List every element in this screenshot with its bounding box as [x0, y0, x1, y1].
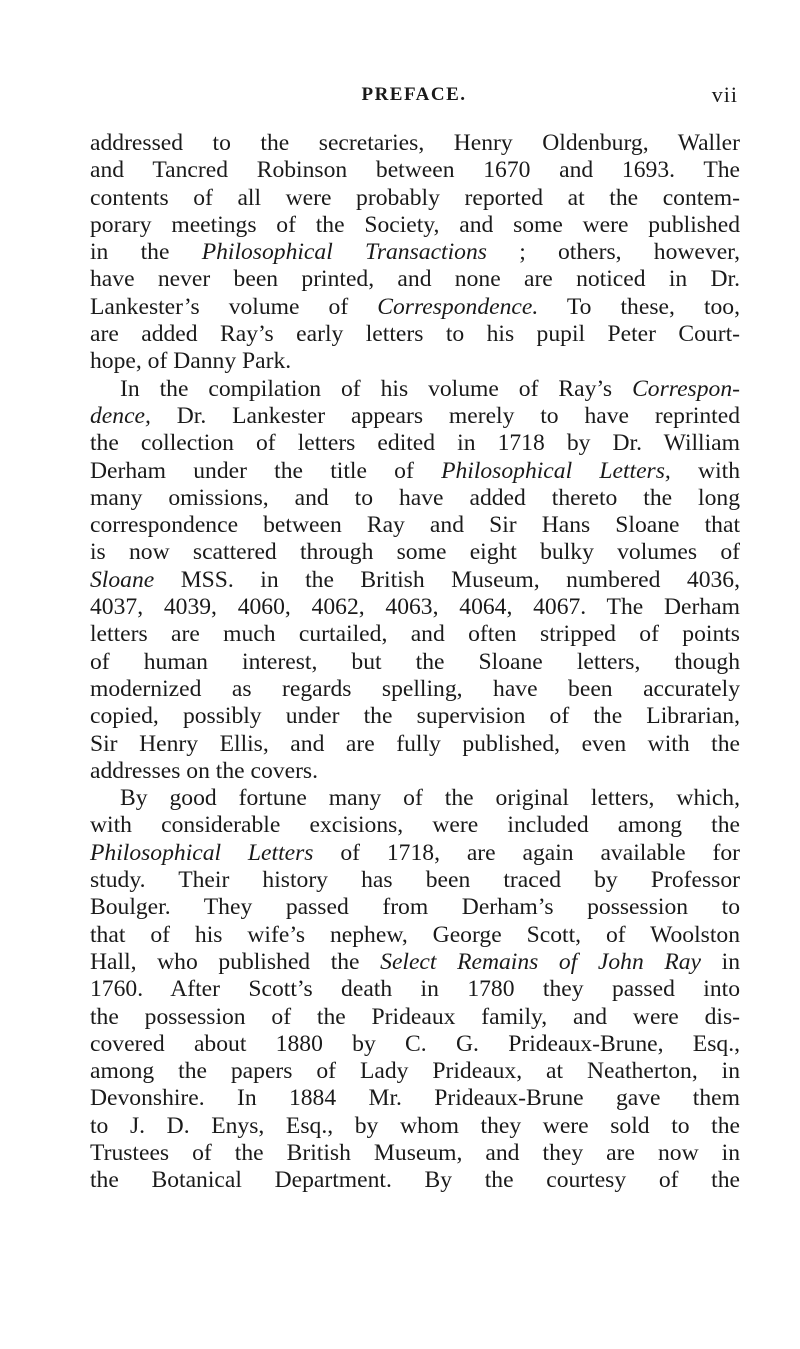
text-segment: copied, possibly under the supervision of the Librarian, [90, 703, 740, 730]
text-line [90, 321, 740, 348]
text-segment: ; others, however, [486, 239, 740, 266]
text-line [90, 621, 740, 648]
text-line [90, 294, 740, 321]
text-segment: To these, too, [538, 293, 740, 320]
text-line [90, 894, 740, 921]
text-line [90, 976, 740, 1003]
text-segment: Trustees of the British Museum, and they are now in [90, 1139, 740, 1166]
text-segment: Dr. Lankester appears merely to have reprinted [150, 402, 740, 429]
text-line [90, 649, 740, 676]
text-segment: that of his wife’s nephew, George Scott, of Woolston [90, 921, 740, 948]
text-segment: of 1718, are again available for [313, 839, 740, 866]
text-line [90, 731, 740, 758]
text-segment: to J. D. Enys, Esq., by whom they were sold to the [90, 1112, 740, 1139]
italic-text: Correspon- [632, 375, 740, 402]
text-segment: Lankester’s volume of [90, 293, 378, 320]
text-segment: many omissions, and to have added thereto the long [90, 484, 740, 511]
italic-text: Sloane [90, 566, 155, 593]
text-segment: letters are much curtailed, and often stripped of points [90, 621, 740, 648]
text-segment: Hall, who published the [90, 948, 381, 975]
text-segment: are added Ray’s early letters to his pupil Peter Court- [90, 321, 740, 348]
text-line [90, 212, 740, 239]
page-number: vii [711, 82, 738, 107]
text-segment: study. Their history has been traced by Professor [90, 867, 740, 894]
text-segment: hope, of Danny Park. [90, 348, 292, 375]
text-line [90, 1113, 740, 1140]
text-line [90, 266, 740, 293]
italic-text: Select Remains of John Ray [380, 948, 702, 975]
text-segment: Boulger. They passed from Derham’s possession to [90, 894, 740, 921]
italic-text: Correspondence. [377, 293, 539, 320]
text-line [90, 239, 740, 266]
text-line [90, 157, 740, 184]
text-segment: addressed to the secretaries, Henry Oldenburg, Waller [90, 130, 740, 156]
text-segment: in the [90, 239, 202, 266]
text-line [90, 949, 740, 976]
text-line [90, 1031, 740, 1058]
text-segment: of human interest, but the Sloane letters, though [90, 648, 740, 675]
text-segment: correspondence between Ray and Sir Hans Sloane that [90, 512, 740, 539]
text-segment: addresses on the covers. [90, 757, 318, 784]
text-segment: among the papers of Lady Prideaux, at Neatherton, in [90, 1058, 740, 1085]
text-line [90, 185, 740, 212]
text-line [90, 812, 740, 839]
text-line [90, 567, 740, 594]
text-line [90, 348, 740, 375]
italic-text: Philosophical Letters [90, 839, 314, 866]
text-segment: Sir Henry Ellis, and are fully published, even with the [90, 730, 740, 757]
text-line [90, 922, 740, 949]
text-segment: Derham under the title of [90, 457, 442, 484]
text-segment: porary meetings of the Society, and some were published [90, 211, 740, 238]
running-title: PREFACE. [361, 84, 467, 105]
text-line [90, 539, 740, 566]
text-line [90, 403, 740, 430]
text-segment: is now scattered through some eight bulky volumes of [90, 539, 740, 566]
text-segment: have never been printed, and none are noticed in Dr. [90, 266, 740, 293]
text-line [90, 840, 740, 867]
text-segment: Devonshire. In 1884 Mr. Prideaux-Brune gave them [90, 1085, 740, 1112]
text-segment: contents of all were probably reported at the contem- [90, 184, 740, 211]
text-line [90, 1085, 740, 1112]
text-segment: with [670, 457, 740, 484]
text-line [90, 1004, 740, 1031]
text-segment: By good fortune many of the original letters, which, [120, 785, 740, 812]
text-segment: with considerable excisions, were included among the [90, 812, 740, 839]
text-segment: and Tancred Robinson between 1670 and 1693. The [90, 157, 740, 184]
text-line [90, 785, 740, 812]
text-line [90, 676, 740, 703]
text-line [90, 458, 740, 485]
text-line [90, 1167, 740, 1194]
text-line [90, 867, 740, 894]
text-segment: 4037, 4039, 4060, 4062, 4063, 4064, 4067. The Derham [90, 594, 740, 621]
text-segment: the possession of the Prideaux family, and were dis- [90, 1003, 740, 1030]
text-segment: MSS. in the British Museum, numbered 4036, [154, 566, 740, 593]
text-line [90, 758, 740, 785]
italic-text: dence, [90, 402, 151, 429]
text-segment: the Botanical Department. By the courtesy of the [90, 1167, 740, 1194]
body-text [90, 130, 740, 1195]
text-segment: In the compilation of his volume of Ray’s [120, 375, 633, 402]
text-segment: in [701, 948, 740, 975]
text-segment: 1760. After Scott’s death in 1780 they passed into [90, 976, 740, 1003]
text-line [90, 1058, 740, 1085]
text-line [90, 594, 740, 621]
text-segment: covered about 1880 by C. G. Prideaux-Brune, Esq., [90, 1030, 740, 1057]
text-line [90, 703, 740, 730]
text-line [90, 485, 740, 512]
italic-text: Philosophical Letters, [441, 457, 671, 484]
text-segment: the collection of letters edited in 1718 by Dr. William [90, 430, 740, 457]
text-line [90, 376, 740, 403]
running-head [90, 84, 738, 114]
text-line [90, 430, 740, 457]
text-line [90, 512, 740, 539]
text-line [90, 130, 740, 157]
text-segment: modernized as regards spelling, have been accurately [90, 675, 740, 702]
italic-text: Philosophical Transactions [201, 239, 487, 266]
text-line [90, 1140, 740, 1167]
